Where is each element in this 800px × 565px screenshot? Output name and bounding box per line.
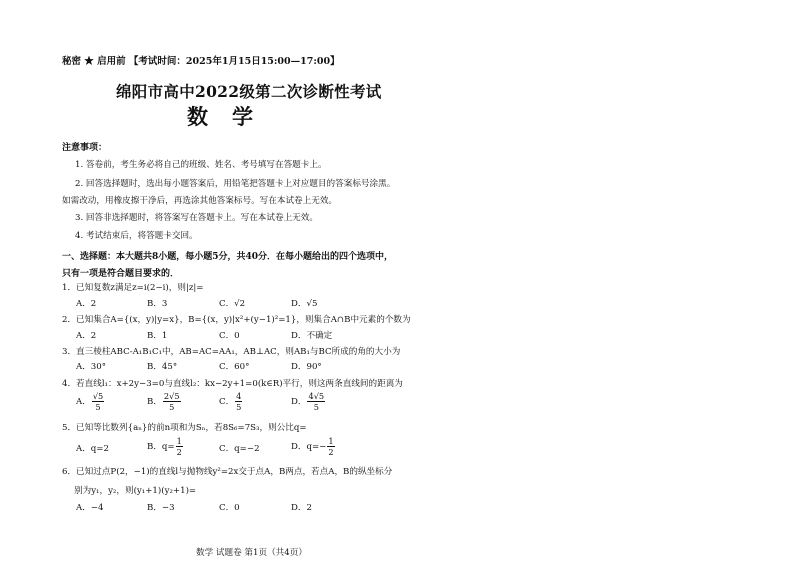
option-d: D．2 <box>291 503 312 513</box>
question-stem: 5．已知等比数列{aₙ}的前n项和为Sₙ，若8S₆=7S₃，则公比q= <box>62 423 307 433</box>
fraction: $\frac{4}{5}$ <box>236 391 242 413</box>
question-stem: 1．已知复数z满足z=i(2−i)，则|z|= <box>62 283 204 293</box>
fraction: $\frac{√5}{5}$ <box>92 391 104 413</box>
question-stem: 3．直三棱柱ABC-A₁B₁C₁中，AB=AC=AA₁，AB⊥AC，则AB₁与BC所成的角的大小为 <box>62 347 401 357</box>
subject-title: 数学 <box>187 104 277 129</box>
notice-item: 如需改动，用橡皮擦干净后，再选涂其他答案标号。写在本试卷上无效。 <box>62 196 338 206</box>
notice-item: 4. 考试结束后，将答题卡交回。 <box>75 231 198 241</box>
option-a: A． $\frac{√5}{5}$ <box>76 391 104 413</box>
section-heading: 一、选择题：本大题共8小题，每小题5分，共40分．在每小题给出的四个选项中， <box>62 252 394 262</box>
fraction: $\frac{1}{2}$ <box>328 436 334 458</box>
option-c: C．0 <box>219 503 240 513</box>
option-c: C． $\frac{4}{5}$ <box>219 391 242 413</box>
notice-heading: 注意事项： <box>62 143 108 153</box>
option-a: A．−4 <box>76 503 104 513</box>
option-d: D．√5 <box>291 299 318 309</box>
exam-title: 绵阳市高中2022级第二次诊断性考试 <box>116 82 382 101</box>
option-d: D． $\frac{4√5}{5}$ <box>291 391 325 413</box>
option-c: C．q=−2 <box>219 444 260 454</box>
section-heading-cont: 只有一项是符合题目要求的． <box>62 269 180 279</box>
fraction: $\frac{2√5}{5}$ <box>163 391 180 413</box>
option-b: B．45° <box>147 362 178 372</box>
option-a: A．30° <box>76 362 107 372</box>
question-stem-cont: 别为y₁，y₂，则(y₁+1)(y₂+1)= <box>74 486 197 496</box>
option-d: D．q=− $\frac{1}{2}$ <box>291 436 334 458</box>
option-b: B．3 <box>147 299 168 309</box>
option-a: A．2 <box>76 331 97 341</box>
option-b: B．q= $\frac{1}{2}$ <box>147 436 182 458</box>
notice-item: 1. 答卷前，考生务必将自己的班级、姓名、考号填写在答题卡上。 <box>75 160 327 170</box>
option-d: D．90° <box>291 362 322 372</box>
question-stem: 2．已知集合A={(x，y)|y=x}，B={(x，y)|x²+(y−1)²=1}，则集合A∩B中元素的个数为 <box>62 315 411 325</box>
question-stem: 6．已知过点P(2，−1)的直线l与抛物线y²=2x交于点A，B两点，若点A，B的纵坐标分 <box>62 467 393 477</box>
option-b: B．1 <box>147 331 168 341</box>
exam-header-confidential: 秘密 ★ 启用前 【考试时间：2025年1月15日15:00—17:00】 <box>62 56 340 67</box>
option-c: C．√2 <box>219 299 246 309</box>
page-footer: 数学 试题卷 第1页（共4页） <box>196 548 307 558</box>
fraction: $\frac{4√5}{5}$ <box>308 391 325 413</box>
question-stem: 4．若直线l₁：x+2y−3=0与直线l₂：kx−2y+1=0(k∈R)平行，则这两条直线间的距离为 <box>62 379 403 389</box>
fraction: $\frac{1}{2}$ <box>176 436 182 458</box>
option-d: D．不确定 <box>291 331 333 341</box>
option-a: A．2 <box>76 299 97 309</box>
notice-item: 2. 回答选择题时，选出每小题答案后，用铅笔把答题卡上对应题目的答案标号涂黑。 <box>75 179 396 189</box>
option-a: A．q=2 <box>76 444 109 454</box>
option-b: B． $\frac{2√5}{5}$ <box>147 391 180 413</box>
option-b: B．−3 <box>147 503 175 513</box>
option-c: C．60° <box>219 362 250 372</box>
notice-item: 3. 回答非选择题时，将答案写在答题卡上。写在本试卷上无效。 <box>75 213 318 223</box>
option-c: C．0 <box>219 331 240 341</box>
